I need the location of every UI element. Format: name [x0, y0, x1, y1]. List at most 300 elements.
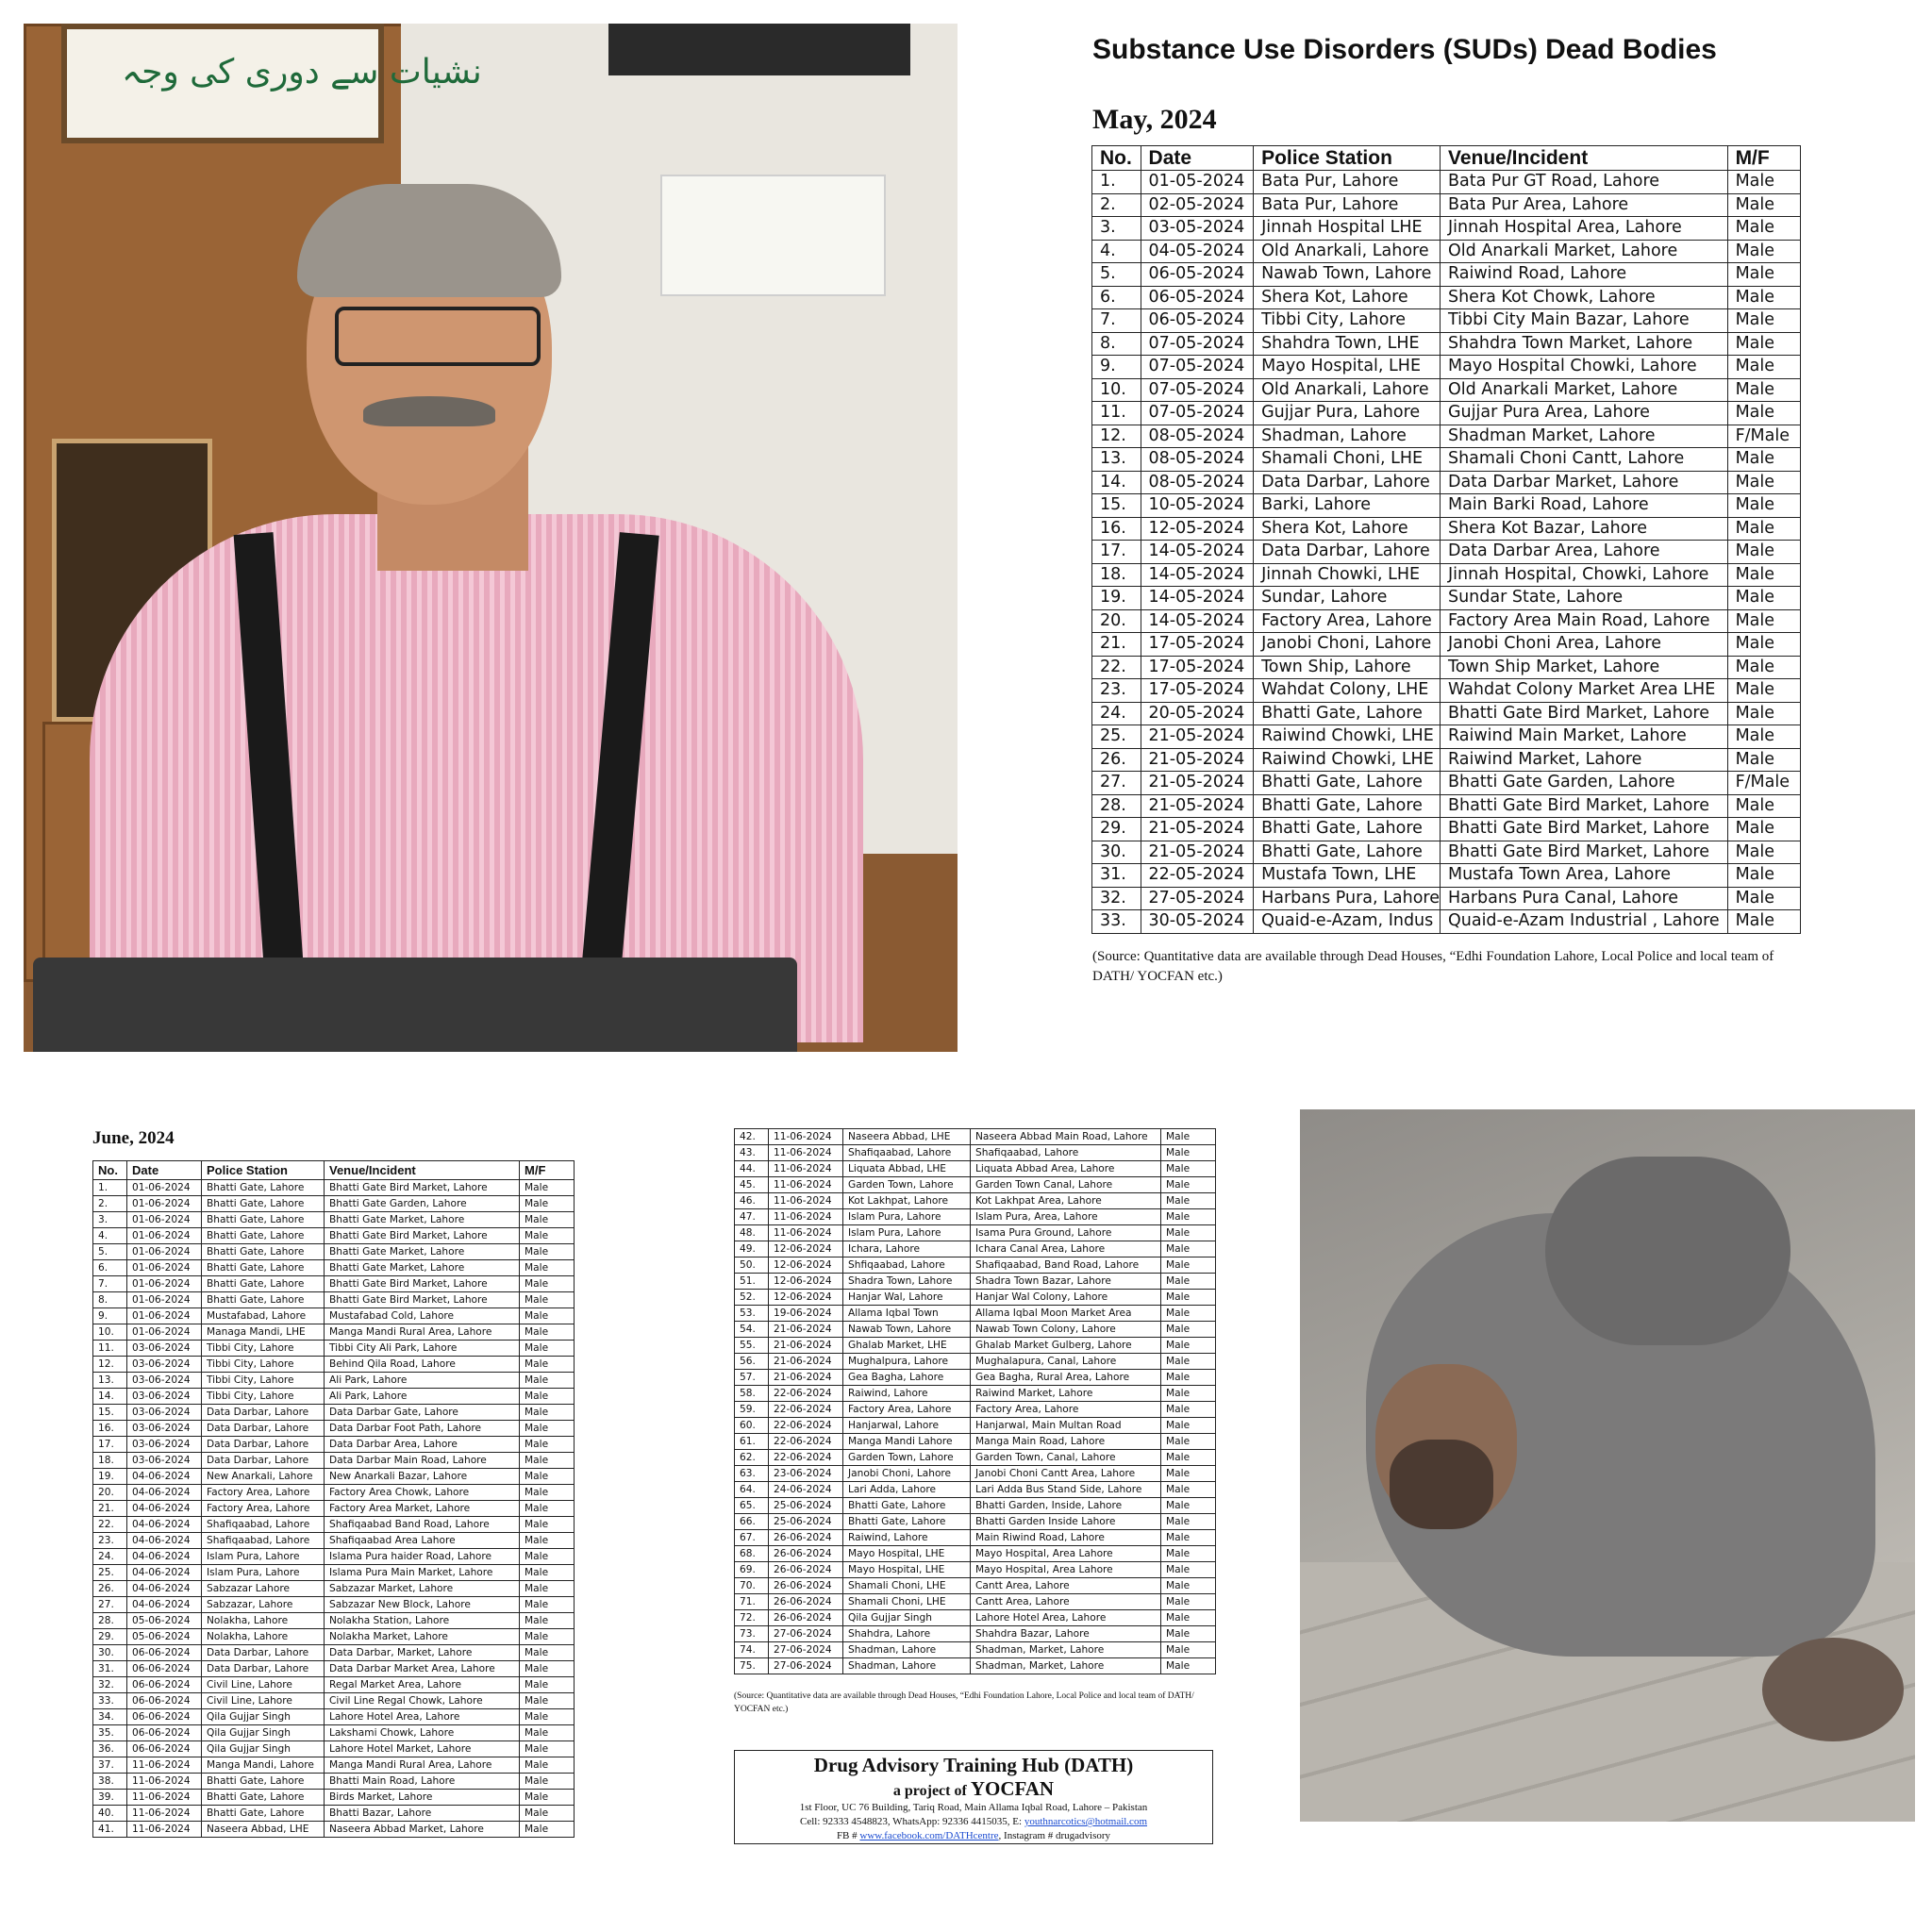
cell-police-station: Raiwind Chowki, LHE	[1254, 725, 1441, 749]
cell-venue: Garden Town Canal, Lahore	[971, 1177, 1161, 1193]
cell-mf: Male	[1161, 1578, 1216, 1594]
cell-mf: Male	[520, 1533, 575, 1549]
cell-venue: Ghalab Market Gulberg, Lahore	[971, 1338, 1161, 1354]
cell-date: 06-06-2024	[127, 1741, 202, 1757]
cell-mf: Male	[1727, 748, 1800, 772]
cell-police-station: Kot Lakhpat, Lahore	[843, 1193, 971, 1209]
cell-date: 04-06-2024	[127, 1517, 202, 1533]
cell-venue: Mughalapura, Canal, Lahore	[971, 1354, 1161, 1370]
cell-mf: Male	[1727, 841, 1800, 864]
table-row	[93, 1709, 575, 1725]
table-row	[93, 1549, 575, 1565]
cell-date: 21-06-2024	[769, 1322, 843, 1338]
cell-venue: Gea Bagha, Rural Area, Lahore	[971, 1370, 1161, 1386]
cell-no: 37.	[93, 1757, 127, 1774]
cell-mf: Male	[520, 1469, 575, 1485]
cell-police-station: Lari Adda, Lahore	[843, 1482, 971, 1498]
cell-no: 17.	[1092, 541, 1141, 564]
cell-venue: Isama Pura Ground, Lahore	[971, 1225, 1161, 1241]
cell-mf: Male	[1727, 794, 1800, 818]
cell-mf: Male	[1161, 1193, 1216, 1209]
cell-mf: Male	[1727, 702, 1800, 725]
cell-no: 59.	[735, 1402, 769, 1418]
cell-venue: Data Darbar Market, Lahore	[1440, 471, 1727, 494]
cell-mf: Male	[520, 1757, 575, 1774]
cell-date: 30-05-2024	[1141, 910, 1254, 934]
cell-police-station: Qila Gujjar Singh	[843, 1610, 971, 1626]
cell-no: 21.	[93, 1501, 127, 1517]
table-row	[93, 1244, 575, 1260]
cell-police-station: Data Darbar, Lahore	[202, 1421, 325, 1437]
cell-police-station: Shadman, Lahore	[843, 1658, 971, 1674]
cell-venue: Bhatti Gate Bird Market, Lahore	[1440, 794, 1727, 818]
cell-date: 01-06-2024	[127, 1228, 202, 1244]
cell-date: 17-05-2024	[1141, 633, 1254, 657]
cell-mf: Male	[1727, 356, 1800, 379]
cell-date: 11-06-2024	[769, 1193, 843, 1209]
cell-date: 14-05-2024	[1141, 563, 1254, 587]
cell-police-station: Sabzazar, Lahore	[202, 1597, 325, 1613]
cell-mf: Male	[1727, 818, 1800, 841]
cell-date: 26-06-2024	[769, 1562, 843, 1578]
cell-venue: Sundar State, Lahore	[1440, 587, 1727, 610]
email-link[interactable]: youthnarcotics@hotmail.com	[1024, 1816, 1147, 1827]
cell-venue: Quaid-e-Azam Industrial , Lahore	[1440, 910, 1727, 934]
cell-no: 71.	[735, 1594, 769, 1610]
cell-mf: Male	[520, 1741, 575, 1757]
table-row	[735, 1209, 1216, 1225]
cell-mf: Male	[1727, 725, 1800, 749]
cell-venue: Hanjarwal, Main Multan Road	[971, 1418, 1161, 1434]
cell-police-station: Bhatti Gate, Lahore	[202, 1292, 325, 1308]
cell-date: 01-06-2024	[127, 1292, 202, 1308]
cell-no: 19.	[93, 1469, 127, 1485]
cell-date: 04-06-2024	[127, 1533, 202, 1549]
cell-no: 15.	[93, 1405, 127, 1421]
cell-date: 04-06-2024	[127, 1469, 202, 1485]
table-row	[1092, 702, 1801, 725]
cell-mf: Male	[520, 1212, 575, 1228]
cell-no: 63.	[735, 1466, 769, 1482]
urdu-sign	[61, 24, 482, 143]
cell-mf: Male	[1727, 402, 1800, 425]
arm	[1545, 1157, 1790, 1345]
cell-mf: Male	[1727, 609, 1800, 633]
may-table-header	[1092, 146, 1801, 171]
cell-mf: Male	[1161, 1306, 1216, 1322]
table-row	[1092, 887, 1801, 910]
cell-date: 12-06-2024	[769, 1257, 843, 1274]
cell-date: 06-06-2024	[127, 1645, 202, 1661]
cell-venue: Lahore Hotel Area, Lahore	[325, 1709, 520, 1725]
cell-date: 11-06-2024	[127, 1790, 202, 1806]
table-row	[1092, 309, 1801, 333]
cell-date: 20-05-2024	[1141, 702, 1254, 725]
cell-mf: Male	[1161, 1498, 1216, 1514]
moustache	[363, 396, 495, 426]
cell-mf: Male	[520, 1645, 575, 1661]
cell-police-station: Shadman, Lahore	[1254, 425, 1441, 448]
cell-date: 03-06-2024	[127, 1373, 202, 1389]
col-venue: Venue/Incident	[1440, 146, 1727, 171]
cell-no: 64.	[735, 1482, 769, 1498]
bare-foot	[1762, 1638, 1904, 1741]
cell-mf: Male	[1727, 448, 1800, 472]
cell-venue: Naseera Abbad Main Road, Lahore	[971, 1129, 1161, 1145]
cell-date: 06-06-2024	[127, 1725, 202, 1741]
cell-police-station: Shamali Choni, LHE	[843, 1594, 971, 1610]
cell-date: 03-06-2024	[127, 1421, 202, 1437]
cell-no: 8.	[93, 1292, 127, 1308]
cell-date: 07-05-2024	[1141, 332, 1254, 356]
cell-venue: Bhatti Gate Bird Market, Lahore	[1440, 818, 1727, 841]
cell-mf: Male	[520, 1709, 575, 1725]
table-row	[735, 1594, 1216, 1610]
table-row	[1092, 356, 1801, 379]
cell-mf: Male	[520, 1405, 575, 1421]
cell-venue: Lahore Hotel Area, Lahore	[971, 1610, 1161, 1626]
cell-mf: Male	[520, 1677, 575, 1693]
cell-mf: Male	[1161, 1402, 1216, 1418]
cell-venue: Janobi Choni Area, Lahore	[1440, 633, 1727, 657]
cell-no: 49.	[735, 1241, 769, 1257]
cell-mf: Male	[1727, 563, 1800, 587]
table-row	[93, 1806, 575, 1822]
cell-police-station: Quaid-e-Azam, Indus	[1254, 910, 1441, 934]
cell-venue: Shadra Town Bazar, Lahore	[971, 1274, 1161, 1290]
cell-mf: Male	[1161, 1418, 1216, 1434]
table-row	[1092, 494, 1801, 518]
cell-mf: Male	[1727, 887, 1800, 910]
cell-date: 04-06-2024	[127, 1549, 202, 1565]
cell-mf: Male	[520, 1421, 575, 1437]
cell-police-station: Shafiqaabad, Lahore	[202, 1517, 325, 1533]
table-row	[735, 1274, 1216, 1290]
cell-mf: Male	[520, 1341, 575, 1357]
glasses	[335, 307, 541, 366]
cell-venue: Ali Park, Lahore	[325, 1373, 520, 1389]
table-row	[735, 1257, 1216, 1274]
cell-no: 53.	[735, 1306, 769, 1322]
cell-no: 52.	[735, 1290, 769, 1306]
cell-date: 26-06-2024	[769, 1594, 843, 1610]
table-row	[1092, 240, 1801, 263]
cell-mf: Male	[1161, 1354, 1216, 1370]
wall-screen	[608, 24, 910, 75]
cell-no: 68.	[735, 1546, 769, 1562]
cell-police-station: Bhatti Gate, Lahore	[202, 1276, 325, 1292]
table-row	[1092, 656, 1801, 679]
cell-mf: Male	[520, 1725, 575, 1741]
cell-date: 06-05-2024	[1141, 286, 1254, 309]
cell-police-station: Mayo Hospital, LHE	[843, 1562, 971, 1578]
cell-date: 11-06-2024	[127, 1774, 202, 1790]
cell-venue: Bhatti Gate Market, Lahore	[325, 1212, 520, 1228]
cell-venue: Liquata Abbad Area, Lahore	[971, 1161, 1161, 1177]
cell-date: 22-06-2024	[769, 1450, 843, 1466]
cell-mf: Male	[1161, 1145, 1216, 1161]
table-row	[93, 1389, 575, 1405]
cell-mf: Male	[520, 1774, 575, 1790]
cell-mf: Male	[520, 1517, 575, 1533]
cell-date: 07-05-2024	[1141, 402, 1254, 425]
cell-police-station: Ghalab Market, LHE	[843, 1338, 971, 1354]
cell-no: 11.	[1092, 402, 1141, 425]
cell-police-station: Tibbi City, Lahore	[1254, 309, 1441, 333]
cell-date: 11-06-2024	[127, 1822, 202, 1838]
cell-venue: Lari Adda Bus Stand Side, Lahore	[971, 1482, 1161, 1498]
cell-date: 21-05-2024	[1141, 772, 1254, 795]
may-report	[1085, 28, 1811, 987]
cell-date: 06-05-2024	[1141, 263, 1254, 287]
cell-police-station: Shera Kot, Lahore	[1254, 286, 1441, 309]
table-row	[1092, 517, 1801, 541]
photo-man-at-desk	[24, 24, 958, 1052]
cell-no: 35.	[93, 1725, 127, 1741]
cell-mf: Male	[1727, 193, 1800, 217]
facebook-link[interactable]: www.facebook.com/DATHcentre	[859, 1830, 999, 1841]
cell-mf: Male	[520, 1244, 575, 1260]
cell-police-station: Bhatti Gate, Lahore	[1254, 702, 1441, 725]
cell-no: 11.	[93, 1341, 127, 1357]
cell-venue: Ali Park, Lahore	[325, 1389, 520, 1405]
cell-no: 7.	[93, 1276, 127, 1292]
col-police-station: Police Station	[202, 1161, 325, 1180]
cell-mf: F/Male	[1727, 425, 1800, 448]
cell-mf: Male	[520, 1437, 575, 1453]
table-row	[735, 1578, 1216, 1594]
cell-no: 58.	[735, 1386, 769, 1402]
col-venue: Venue/Incident	[325, 1161, 520, 1180]
cell-date: 27-06-2024	[769, 1626, 843, 1642]
cell-date: 21-06-2024	[769, 1338, 843, 1354]
cell-mf: Male	[520, 1196, 575, 1212]
cell-police-station: Allama Iqbal Town	[843, 1306, 971, 1322]
cell-venue: Nolakha Market, Lahore	[325, 1629, 520, 1645]
table-row	[1092, 541, 1801, 564]
cell-date: 11-06-2024	[769, 1209, 843, 1225]
cell-venue: Mustafa Town Area, Lahore	[1440, 864, 1727, 888]
cell-mf: Male	[1727, 263, 1800, 287]
cell-venue: Factory Area Main Road, Lahore	[1440, 609, 1727, 633]
table-row	[735, 1546, 1216, 1562]
cell-no: 10.	[93, 1324, 127, 1341]
cell-no: 45.	[735, 1177, 769, 1193]
cell-venue: Behind Qila Road, Lahore	[325, 1357, 520, 1373]
cell-date: 25-06-2024	[769, 1514, 843, 1530]
cell-date: 26-06-2024	[769, 1530, 843, 1546]
table-row	[93, 1357, 575, 1373]
hair	[297, 184, 561, 297]
cell-no: 65.	[735, 1498, 769, 1514]
cell-date: 27-06-2024	[769, 1658, 843, 1674]
cell-police-station: Mughalpura, Lahore	[843, 1354, 971, 1370]
cell-no: 31.	[1092, 864, 1141, 888]
cell-no: 24.	[93, 1549, 127, 1565]
cell-no: 20.	[93, 1485, 127, 1501]
cell-venue: Manga Main Road, Lahore	[971, 1434, 1161, 1450]
cell-no: 5.	[93, 1244, 127, 1260]
cell-venue: Shera Kot Bazar, Lahore	[1440, 517, 1727, 541]
cell-venue: Bhatti Garden, Inside, Lahore	[971, 1498, 1161, 1514]
may-month-heading: May, 2024	[1092, 104, 1217, 135]
cell-date: 03-06-2024	[127, 1453, 202, 1469]
cell-venue: Civil Line Regal Chowk, Lahore	[325, 1693, 520, 1709]
cell-date: 11-06-2024	[769, 1129, 843, 1145]
table-row	[1092, 794, 1801, 818]
table-row	[735, 1161, 1216, 1177]
cell-no: 4.	[93, 1228, 127, 1244]
cell-police-station: Hanjar Wal, Lahore	[843, 1290, 971, 1306]
cell-police-station: Barki, Lahore	[1254, 494, 1441, 518]
table-row	[93, 1533, 575, 1549]
table-row	[93, 1725, 575, 1741]
cell-mf: Male	[520, 1373, 575, 1389]
cell-venue: Shafiqaabad, Band Road, Lahore	[971, 1257, 1161, 1274]
cell-venue: Bhatti Gate Bird Market, Lahore	[1440, 841, 1727, 864]
cell-police-station: Tibbi City, Lahore	[202, 1341, 325, 1357]
cell-venue: Raiwind Market, Lahore	[1440, 748, 1727, 772]
cell-date: 11-06-2024	[769, 1177, 843, 1193]
table-row	[93, 1822, 575, 1838]
cell-police-station: Raiwind, Lahore	[843, 1530, 971, 1546]
table-row	[735, 1129, 1216, 1145]
cell-police-station: Old Anarkali, Lahore	[1254, 240, 1441, 263]
col-mf: M/F	[1727, 146, 1800, 171]
table-row	[735, 1658, 1216, 1674]
cell-mf: Male	[1161, 1530, 1216, 1546]
cell-venue: Kot Lakhpat Area, Lahore	[971, 1193, 1161, 1209]
table-row	[735, 1402, 1216, 1418]
laptop	[33, 958, 797, 1052]
cell-date: 06-06-2024	[127, 1693, 202, 1709]
cell-venue: Sabzazar Market, Lahore	[325, 1581, 520, 1597]
cell-police-station: Raiwind, Lahore	[843, 1386, 971, 1402]
cell-date: 04-05-2024	[1141, 240, 1254, 263]
cell-mf: Male	[1727, 378, 1800, 402]
cell-police-station: Islam Pura, Lahore	[843, 1225, 971, 1241]
cell-police-station: Gujjar Pura, Lahore	[1254, 402, 1441, 425]
cell-venue: Shafiqaabad Area Lahore	[325, 1533, 520, 1549]
cell-no: 57.	[735, 1370, 769, 1386]
cell-mf: Male	[520, 1228, 575, 1244]
cell-mf: Male	[1161, 1338, 1216, 1354]
cell-mf: Male	[1161, 1514, 1216, 1530]
table-row	[1092, 332, 1801, 356]
cell-police-station: Bhatti Gate, Lahore	[1254, 772, 1441, 795]
cell-mf: Male	[520, 1276, 575, 1292]
contact-numbers: Cell: 92333 4548823, WhatsApp: 92336 4415035, E:	[799, 1816, 1023, 1827]
fb-prefix: FB #	[836, 1830, 858, 1841]
cell-no: 36.	[93, 1741, 127, 1757]
table-row	[735, 1145, 1216, 1161]
cell-mf: Male	[1161, 1610, 1216, 1626]
cell-venue: Shadman Market, Lahore	[1440, 425, 1727, 448]
cell-police-station: Managa Mandi, LHE	[202, 1324, 325, 1341]
cell-date: 04-06-2024	[127, 1485, 202, 1501]
cell-venue: Hanjar Wal Colony, Lahore	[971, 1290, 1161, 1306]
table-row	[1092, 425, 1801, 448]
cell-date: 06-05-2024	[1141, 309, 1254, 333]
june-report-part-1	[92, 1128, 574, 1838]
cell-mf: Male	[520, 1613, 575, 1629]
cell-police-station: Raiwind Chowki, LHE	[1254, 748, 1441, 772]
cell-no: 1.	[1092, 171, 1141, 194]
table-row	[93, 1453, 575, 1469]
cell-police-station: Naseera Abbad, LHE	[202, 1822, 325, 1838]
table-row	[735, 1482, 1216, 1498]
cell-venue: Mayo Hospital, Area Lahore	[971, 1562, 1161, 1578]
cell-police-station: Shera Kot, Lahore	[1254, 517, 1441, 541]
cell-no: 10.	[1092, 378, 1141, 402]
cell-no: 75.	[735, 1658, 769, 1674]
table-row	[93, 1485, 575, 1501]
cell-mf: Male	[520, 1324, 575, 1341]
urdu-sign-text: نشیات سے دوری کی وجہ	[122, 53, 482, 92]
cell-police-station: Qila Gujjar Singh	[202, 1725, 325, 1741]
cell-mf: Male	[520, 1549, 575, 1565]
cell-no: 27.	[93, 1597, 127, 1613]
cell-mf: Male	[1727, 309, 1800, 333]
cell-mf: Male	[1727, 679, 1800, 703]
cell-no: 51.	[735, 1274, 769, 1290]
table-row	[735, 1306, 1216, 1322]
dath-social-line	[735, 1829, 1212, 1843]
table-row	[93, 1790, 575, 1806]
table-row	[1092, 563, 1801, 587]
cell-venue: Lakshami Chowk, Lahore	[325, 1725, 520, 1741]
cell-no: 9.	[1092, 356, 1141, 379]
table-row	[735, 1498, 1216, 1514]
cell-venue: Bhatti Garden Inside Lahore	[971, 1514, 1161, 1530]
cell-no: 15.	[1092, 494, 1141, 518]
dath-contact-line	[735, 1815, 1212, 1829]
june-table-2	[734, 1128, 1216, 1674]
table-row	[1092, 193, 1801, 217]
cell-police-station: Garden Town, Lahore	[843, 1177, 971, 1193]
cell-mf: Male	[1727, 910, 1800, 934]
cell-police-station: Shadman, Lahore	[843, 1642, 971, 1658]
cell-mf: F/Male	[1727, 772, 1800, 795]
cell-police-station: Bhatti Gate, Lahore	[202, 1260, 325, 1276]
cell-mf: Male	[1161, 1161, 1216, 1177]
cell-no: 61.	[735, 1434, 769, 1450]
col-mf: M/F	[520, 1161, 575, 1180]
cell-date: 12-06-2024	[769, 1241, 843, 1257]
cell-police-station: Nawab Town, Lahore	[1254, 263, 1441, 287]
cell-mf: Male	[520, 1661, 575, 1677]
cell-mf: Male	[520, 1260, 575, 1276]
cell-date: 19-06-2024	[769, 1306, 843, 1322]
cell-mf: Male	[1161, 1241, 1216, 1257]
cell-mf: Male	[1161, 1466, 1216, 1482]
cell-mf: Male	[1161, 1177, 1216, 1193]
dath-address: 1st Floor, UC 76 Building, Tariq Road, Main Allama Iqbal Road, Lahore – Pakistan	[799, 1802, 1148, 1813]
cell-police-station: Tibbi City, Lahore	[202, 1373, 325, 1389]
cell-venue: Shera Kot Chowk, Lahore	[1440, 286, 1727, 309]
cell-mf: Male	[1161, 1322, 1216, 1338]
cell-mf: Male	[1161, 1626, 1216, 1642]
cell-no: 16.	[1092, 517, 1141, 541]
cell-police-station: Bhatti Gate, Lahore	[202, 1806, 325, 1822]
cell-no: 56.	[735, 1354, 769, 1370]
table-row	[735, 1642, 1216, 1658]
cell-date: 22-06-2024	[769, 1402, 843, 1418]
cell-police-station: Naseera Abbad, LHE	[843, 1129, 971, 1145]
cell-venue: Bhatti Gate Garden, Lahore	[1440, 772, 1727, 795]
cell-mf: Male	[1161, 1594, 1216, 1610]
cell-police-station: Data Darbar, Lahore	[202, 1645, 325, 1661]
